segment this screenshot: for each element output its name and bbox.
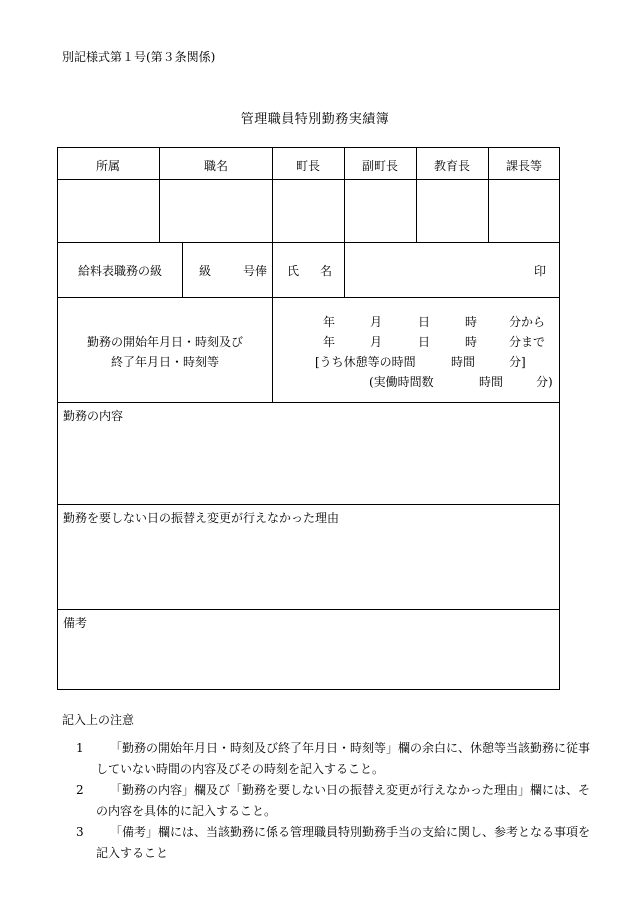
col-divider-3 [344,148,345,242]
note-item [62,780,592,822]
note-text: 「勤務の開始年月日・時刻及び終了年月日・時刻等」欄の余白に、休憩等当該勤務に従事していない時間の内容及びその時刻を記入すること。 [96,741,591,776]
note-item [62,822,592,864]
col-divider-grade [182,242,183,297]
work-period-label-2: 終了年月日・時刻等 [110,355,220,369]
work-period-label-1: 勤務の開始年月日・時刻及び [86,335,244,349]
start-hour: 時 [465,315,478,329]
actual-hours-minutes: 分) [536,375,553,389]
actual-hours-hours: 時間 [479,375,504,389]
document-title: 管理職員特別勤務実績簿 [240,112,390,127]
end-year: 年 [323,335,336,349]
end-day: 日 [418,335,431,349]
header-affiliation: 所属 [95,159,121,173]
end-minute: 分まで [509,335,546,349]
note-item [62,738,592,780]
break-time-prefix: [うち休憩等の時間 [315,355,416,369]
note-number: 3 [76,825,84,839]
remarks-label: 備考 [63,616,88,630]
notes-heading: 記入上の注意 [62,713,135,727]
break-time-minutes: 分] [509,355,526,369]
end-month: 月 [370,335,383,349]
name-label-family: 氏 [287,264,300,278]
header-superintendent: 教育長 [433,159,471,173]
col-divider-2 [272,148,273,297]
start-day: 日 [418,315,431,329]
work-content-label: 勤務の内容 [63,409,124,423]
start-month: 月 [370,315,383,329]
note-text: 「備考」欄には、当該勤務に係る管理職員特別勤務手当の支給に関し、参考となる事項を記入すること [96,825,591,860]
actual-hours-prefix: (実働時間数 [369,375,434,389]
step-unit: 号俸 [243,264,268,278]
reason-label: 勤務を要しない日の振替え変更が行えなかった理由 [63,511,340,525]
header-deputy-mayor: 副町長 [361,159,399,173]
row-divider-content [58,504,559,505]
start-minute: 分から [509,315,546,329]
name-label-given: 名 [320,264,333,278]
col-divider-5 [488,148,489,242]
record-form-table [57,147,560,690]
note-number: 2 [76,783,84,797]
entry-notes [62,711,592,864]
seal-mark: 印 [534,264,547,278]
col-divider-times [272,297,273,402]
form-number-note: 別記様式第１号(第３条関係) [62,50,216,64]
row-divider-approvals [58,242,559,243]
col-divider-4 [416,148,417,242]
row-divider-reason [58,609,559,610]
row-divider-times [58,402,559,403]
row-divider-grade [58,297,559,298]
header-position: 職名 [203,159,229,173]
break-time-hours: 時間 [451,355,476,369]
note-text: 「勤務の内容」欄及び「勤務を要しない日の振替え変更が行えなかった理由」欄には、その内容を具体的に記入すること。 [96,783,591,818]
grade-unit: 級 [199,264,212,278]
end-hour: 時 [465,335,478,349]
header-section-chief: 課長等 [505,159,543,173]
row-divider-header [58,179,559,180]
note-number: 1 [76,741,84,755]
header-mayor: 町長 [295,159,321,173]
col-divider-name [344,242,345,297]
col-divider-1 [159,148,160,242]
start-year: 年 [323,315,336,329]
salary-grade-label: 給料表職務の級 [77,264,163,278]
